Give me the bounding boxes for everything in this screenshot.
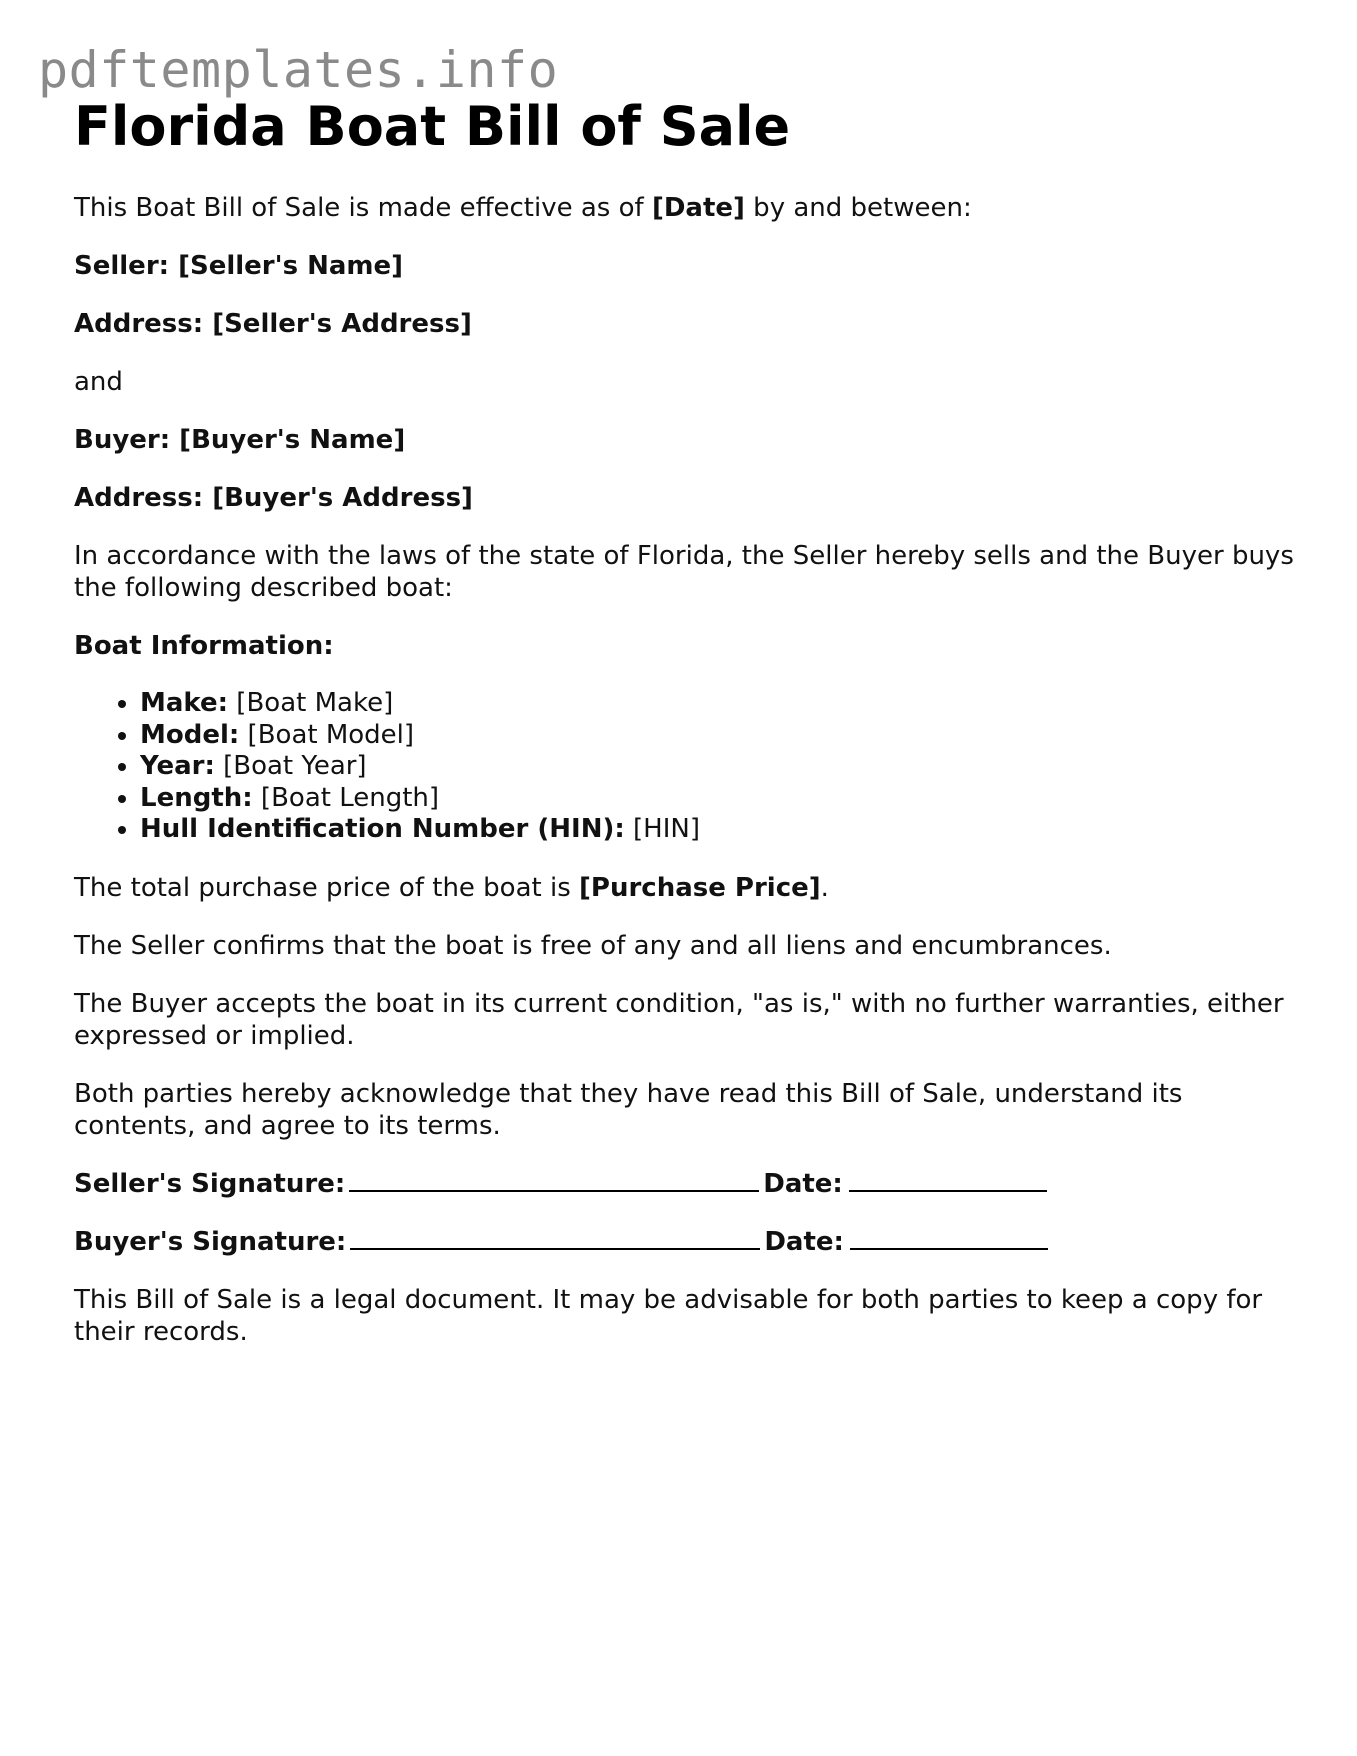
seller-date-field[interactable] — [849, 1168, 1047, 1192]
price-placeholder: [Purchase Price] — [579, 872, 821, 903]
watermark-text: pdftemplates.info — [38, 41, 559, 99]
buyer-address-line: Address: [Buyer's Address] — [74, 483, 473, 513]
document-title: Florida Boat Bill of Sale — [74, 95, 791, 158]
buyer-name-line: Buyer: [Buyer's Name] — [74, 425, 406, 455]
list-item: • Year: [Boat Year] — [140, 751, 1294, 783]
document-page — [74, 92, 1294, 1348]
seller-signature-row — [74, 1168, 1294, 1200]
as-is-paragraph: The Buyer accepts the boat in its current condition, "as is," with no further warranties, either expressed or implied. — [74, 988, 1284, 1051]
footer-paragraph: This Bill of Sale is a legal document. It may be advisable for both parties to keep a copy for their records. — [74, 1284, 1263, 1347]
list-item: • Hull Identification Number (HIN): [HIN] — [140, 814, 1294, 846]
seller-signature-label: Seller's Signature: — [74, 1168, 346, 1199]
list-item: • Make: [Boat Make] — [140, 688, 1294, 720]
buyer-signature-field[interactable] — [350, 1226, 760, 1250]
liens-paragraph: The Seller confirms that the boat is free of any and all liens and encumbrances. — [74, 930, 1112, 961]
buyer-signature-row — [74, 1226, 1294, 1258]
list-item: • Model: [Boat Model] — [140, 720, 1294, 752]
accordance-paragraph: In accordance with the laws of the state of Florida, the Seller hereby sells and the Buyer buys the following described boat: — [74, 541, 1294, 603]
price-paragraph: The total purchase price of the boat is [Purchase Price]. — [74, 872, 829, 903]
buyer-date-label: Date: — [764, 1226, 844, 1257]
acknowledge-paragraph: Both parties hereby acknowledge that they have read this Bill of Sale, understand its contents, and agree to its terms. — [74, 1078, 1183, 1141]
seller-signature-field[interactable] — [349, 1168, 759, 1192]
boat-info-list — [74, 688, 1294, 846]
and-text: and — [74, 367, 123, 397]
buyer-signature-label: Buyer's Signature: — [74, 1226, 347, 1257]
seller-name-line: Seller: [Seller's Name] — [74, 251, 404, 281]
intro-paragraph: This Boat Bill of Sale is made effective as of [Date] by and between: — [74, 193, 972, 223]
buyer-date-field[interactable] — [850, 1226, 1048, 1250]
date-placeholder: [Date] — [651, 193, 745, 223]
seller-address-line: Address: [Seller's Address] — [74, 309, 472, 339]
seller-date-label: Date: — [763, 1168, 843, 1199]
list-item: • Length: [Boat Length] — [140, 783, 1294, 815]
boat-info-heading: Boat Information: — [74, 631, 334, 661]
